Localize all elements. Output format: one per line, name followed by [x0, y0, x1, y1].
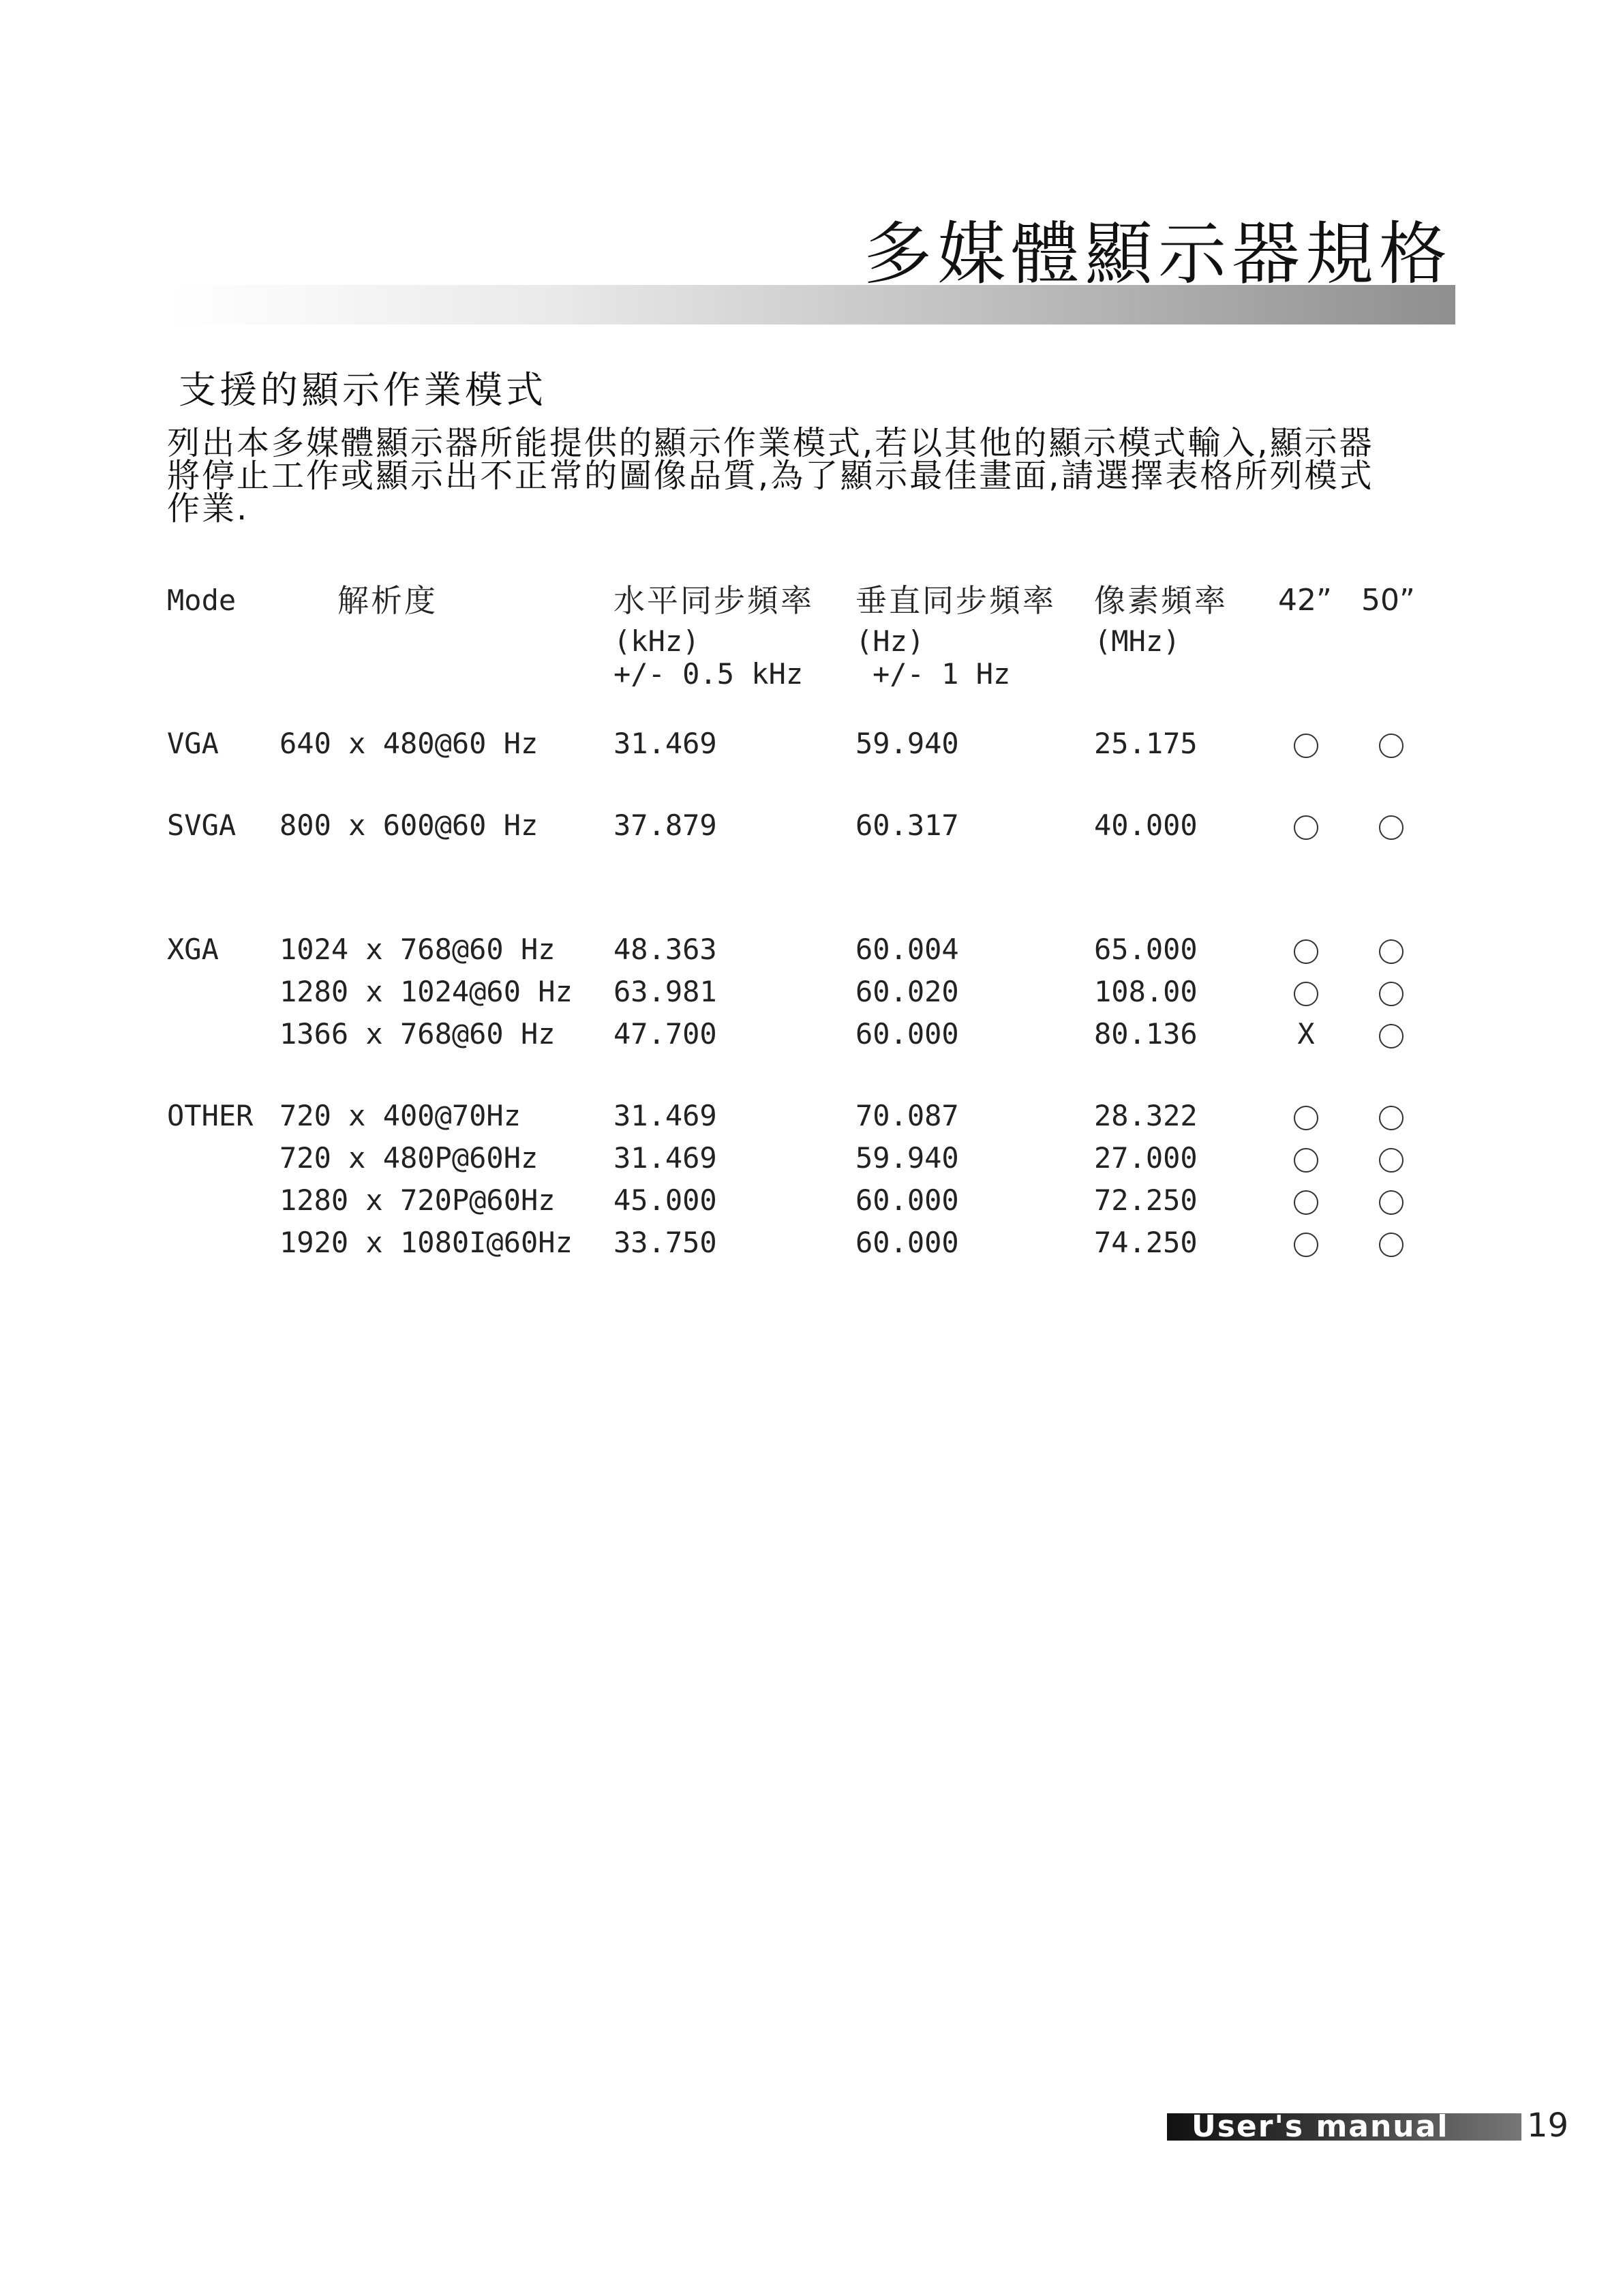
pixel-clock-cell: 74.250	[1094, 1226, 1198, 1259]
h-sync-cell: 47.700	[613, 1017, 717, 1051]
supported-circle-icon	[1294, 734, 1318, 758]
h-sync-cell: 48.363	[613, 933, 717, 966]
header-resolution: 解析度	[337, 582, 438, 619]
support-42-cell	[1281, 971, 1331, 1013]
support-42-cell	[1281, 928, 1331, 971]
support-42-cell	[1281, 804, 1331, 847]
resolution-cell: 720 x 480P@60Hz	[279, 1141, 539, 1175]
header-pixel-clock-unit: (MHz)	[1094, 624, 1181, 658]
mode-cell: SVGA	[167, 809, 237, 842]
header-v-sync-tolerance: +/- 1 Hz	[873, 657, 1011, 691]
support-42-cell	[1281, 1222, 1331, 1264]
resolution-cell: 1280 x 1024@60 Hz	[279, 975, 573, 1008]
supported-circle-icon	[1379, 1024, 1404, 1048]
section-subtitle: 支援的顯示作業模式	[179, 368, 547, 412]
support-42-cell: X	[1297, 1017, 1315, 1051]
pixel-clock-cell: 28.322	[1094, 1099, 1198, 1132]
table-row	[167, 1222, 1462, 1264]
v-sync-cell: 59.940	[855, 1141, 959, 1175]
v-sync-cell: 70.087	[855, 1099, 959, 1132]
supported-circle-icon	[1379, 1190, 1404, 1215]
resolution-cell: 1280 x 720P@60Hz	[279, 1183, 556, 1217]
footer-manual-badge	[1167, 2105, 1523, 2149]
table-row	[167, 1013, 1462, 1055]
h-sync-cell: 45.000	[613, 1183, 717, 1217]
pixel-clock-cell: 40.000	[1094, 809, 1198, 842]
supported-circle-icon	[1294, 1148, 1318, 1173]
header-mode: Mode	[167, 584, 237, 617]
supported-circle-icon	[1294, 982, 1318, 1006]
support-50-cell	[1367, 1095, 1416, 1137]
resolution-cell: 800 x 600@60 Hz	[279, 809, 539, 842]
pixel-clock-cell: 80.136	[1094, 1017, 1198, 1051]
header-h-sync: 水平同步頻率	[613, 582, 814, 619]
mode-cell: XGA	[167, 933, 219, 966]
mode-cell: OTHER	[167, 1099, 254, 1132]
footer-label: User's manual	[1192, 2109, 1449, 2144]
intro-line: 將停止工作或顯示出不正常的圖像品質,為了顯示最佳畫面,請選擇表格所列模式	[167, 457, 1374, 495]
support-50-cell	[1367, 971, 1416, 1013]
page-number: 19	[1527, 2106, 1569, 2145]
supported-circle-icon	[1379, 1233, 1404, 1257]
intro-line: 作業.	[167, 489, 249, 528]
table-header	[167, 579, 1462, 723]
v-sync-cell: 60.000	[855, 1226, 959, 1259]
supported-circle-icon	[1379, 815, 1404, 840]
h-sync-cell: 63.981	[613, 975, 717, 1008]
supported-circle-icon	[1379, 1148, 1404, 1173]
table-row	[167, 928, 1462, 971]
group-spacer	[167, 1055, 1462, 1095]
mode-cell: VGA	[167, 727, 219, 760]
group-spacer	[167, 847, 1462, 928]
table-body	[167, 723, 1462, 1264]
support-50-cell	[1367, 1222, 1416, 1264]
supported-circle-icon	[1294, 1233, 1318, 1257]
supported-circle-icon	[1379, 1106, 1404, 1130]
pixel-clock-cell: 25.175	[1094, 727, 1198, 760]
header-h-sync-unit: (kHz)	[613, 624, 700, 658]
table-row	[167, 723, 1462, 765]
resolution-cell: 720 x 400@70Hz	[279, 1099, 521, 1132]
resolution-cell: 640 x 480@60 Hz	[279, 727, 539, 760]
h-sync-cell: 37.879	[613, 809, 717, 842]
support-42-cell	[1281, 1095, 1331, 1137]
table-row	[167, 1137, 1462, 1179]
table-row	[167, 804, 1462, 847]
header-h-sync-tolerance: +/- 0.5 kHz	[613, 657, 804, 691]
support-42-cell	[1281, 723, 1331, 765]
resolution-cell: 1024 x 768@60 Hz	[279, 933, 556, 966]
v-sync-cell: 60.317	[855, 809, 959, 842]
header-pixel-clock: 像素頻率	[1094, 582, 1228, 619]
pixel-clock-cell: 65.000	[1094, 933, 1198, 966]
supported-circle-icon	[1379, 734, 1404, 758]
pixel-clock-cell: 27.000	[1094, 1141, 1198, 1175]
header-v-sync-unit: (Hz)	[855, 624, 925, 658]
supported-circle-icon	[1294, 1106, 1318, 1130]
page-title: 多媒體顯示器規格	[864, 214, 1453, 294]
support-50-cell	[1367, 723, 1416, 765]
intro-paragraph	[167, 424, 1459, 528]
supported-circle-icon	[1294, 1190, 1318, 1215]
support-50-cell	[1367, 804, 1416, 847]
pixel-clock-cell: 72.250	[1094, 1183, 1198, 1217]
v-sync-cell: 59.940	[855, 727, 959, 760]
supported-circle-icon	[1294, 815, 1318, 840]
header-v-sync: 垂直同步頻率	[855, 582, 1056, 619]
v-sync-cell: 60.004	[855, 933, 959, 966]
supported-circle-icon	[1294, 939, 1318, 964]
supported-circle-icon	[1379, 982, 1404, 1006]
header-size-42: 42”	[1278, 583, 1332, 618]
v-sync-cell: 60.000	[855, 1017, 959, 1051]
supported-circle-icon	[1379, 939, 1404, 964]
table-row	[167, 1095, 1462, 1137]
support-50-cell	[1367, 1137, 1416, 1179]
v-sync-cell: 60.000	[855, 1183, 959, 1217]
h-sync-cell: 33.750	[613, 1226, 717, 1259]
table-row	[167, 971, 1462, 1013]
intro-line: 列出本多媒體顯示器所能提供的顯示作業模式,若以其他的顯示模式輸入,顯示器	[167, 424, 1374, 462]
h-sync-cell: 31.469	[613, 1141, 717, 1175]
pixel-clock-cell: 108.00	[1094, 975, 1198, 1008]
h-sync-cell: 31.469	[613, 727, 717, 760]
table-row	[167, 1179, 1462, 1222]
group-spacer	[167, 765, 1462, 804]
support-50-cell	[1367, 928, 1416, 971]
support-50-cell	[1367, 1179, 1416, 1222]
support-50-cell	[1367, 1013, 1416, 1055]
v-sync-cell: 60.020	[855, 975, 959, 1008]
header-size-50: 50”	[1361, 583, 1415, 618]
resolution-cell: 1920 x 1080I@60Hz	[279, 1226, 573, 1259]
display-mode-table	[167, 579, 1462, 1264]
support-42-cell	[1281, 1137, 1331, 1179]
resolution-cell: 1366 x 768@60 Hz	[279, 1017, 556, 1051]
support-42-cell	[1281, 1179, 1331, 1222]
h-sync-cell: 31.469	[613, 1099, 717, 1132]
